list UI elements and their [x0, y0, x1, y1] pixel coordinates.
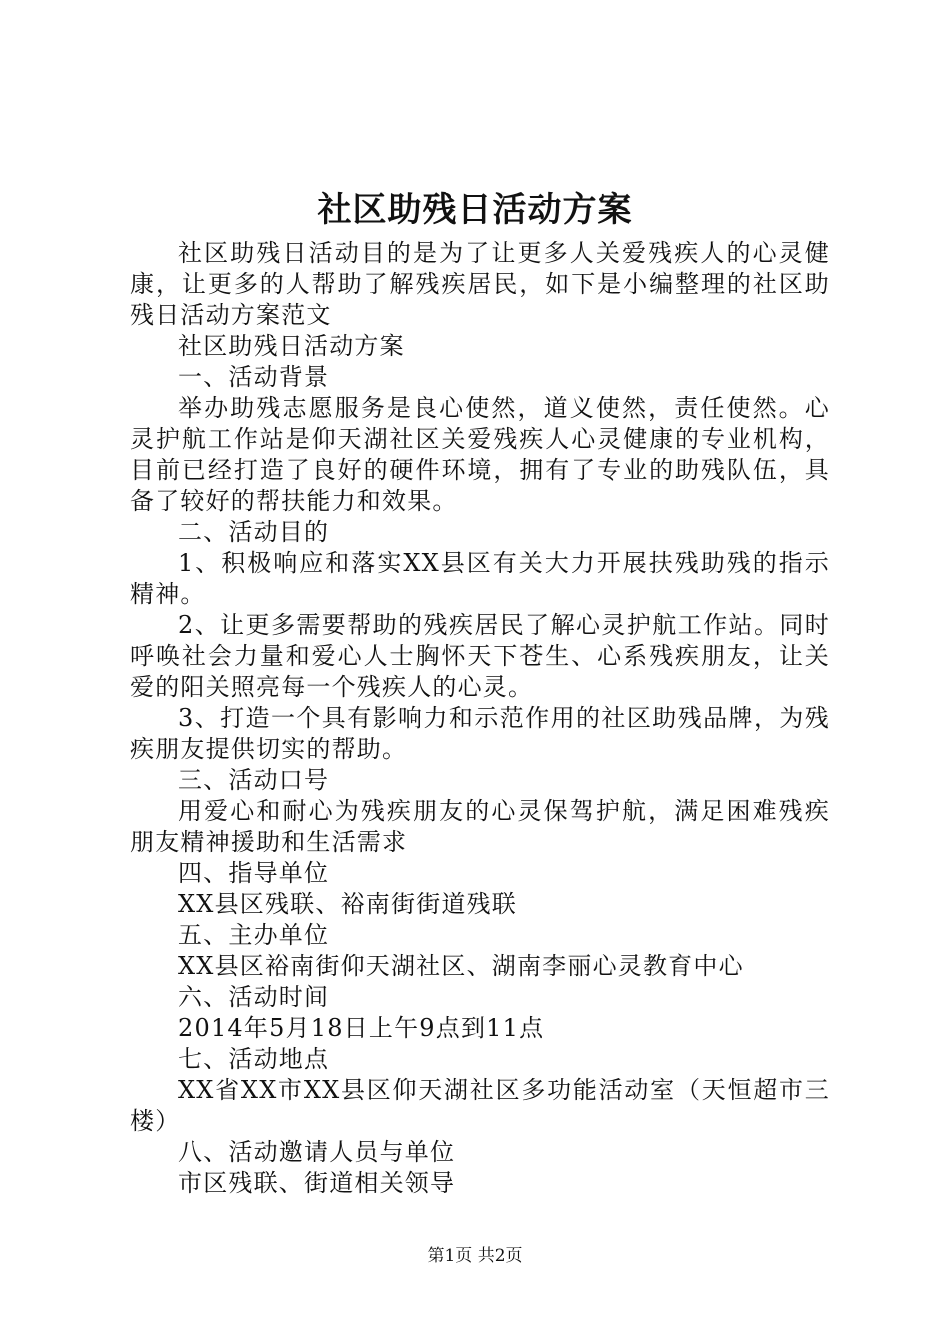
section-heading-location: 七、活动地点 [178, 1045, 330, 1073]
intro-paragraph: 社区助残日活动目的是为了让更多人关爱残疾人的心灵健康，让更多的人帮助了解残疾居民，如下是小编整理的社区助残日活动方案范文 [130, 239, 830, 329]
section-heading-time: 六、活动时间 [178, 983, 330, 1011]
section-heading-organizer: 五、主办单位 [178, 921, 330, 949]
section-heading-background: 一、活动背景 [178, 363, 330, 391]
subtitle-line: 社区助残日活动方案 [178, 332, 405, 360]
background-paragraph: 举办助残志愿服务是良心使然，道义使然，责任使然。心灵护航工作站是仰天湖社区关爱残疾人心灵健康的专业机构，目前已经打造了良好的硬件环境，拥有了专业的助残队伍，具备了较好的帮扶能力和效果。 [130, 394, 830, 515]
slogan-paragraph: 用爱心和耐心为残疾朋友的心灵保驾护航，满足困难残疾朋友精神援助和生活需求 [130, 797, 830, 856]
section-heading-slogan: 三、活动口号 [178, 766, 330, 794]
document-body [130, 238, 830, 1199]
section-heading-invitees: 八、活动邀请人员与单位 [178, 1138, 456, 1166]
time-paragraph: 2014年5月18日上午9点到11点 [178, 1014, 545, 1042]
section-heading-purpose: 二、活动目的 [178, 518, 330, 546]
page-footer: 第1页 共2页 [427, 1246, 523, 1266]
location-paragraph: XX省XX市XX县区仰天湖社区多功能活动室（天恒超市三楼） [130, 1076, 830, 1135]
organizer-paragraph: XX县区裕南街仰天湖社区、湖南李丽心灵教育中心 [178, 952, 744, 980]
document-title: 社区助残日活动方案 [317, 190, 633, 230]
purpose-item-3: 3、打造一个具有影响力和示范作用的社区助残品牌，为残疾朋友提供切实的帮助。 [130, 704, 830, 763]
purpose-item-1: 1、积极响应和落实XX县区有关大力开展扶残助残的指示精神。 [130, 549, 830, 608]
section-heading-guidance: 四、指导单位 [178, 859, 330, 887]
invitees-paragraph: 市区残联、街道相关领导 [178, 1169, 456, 1197]
purpose-item-2: 2、让更多需要帮助的残疾居民了解心灵护航工作站。同时呼唤社会力量和爱心人士胸怀天下苍生、心系残疾朋友，让关爱的阳关照亮每一个残疾人的心灵。 [130, 611, 830, 701]
guidance-paragraph: XX县区残联、裕南街街道残联 [178, 890, 517, 918]
